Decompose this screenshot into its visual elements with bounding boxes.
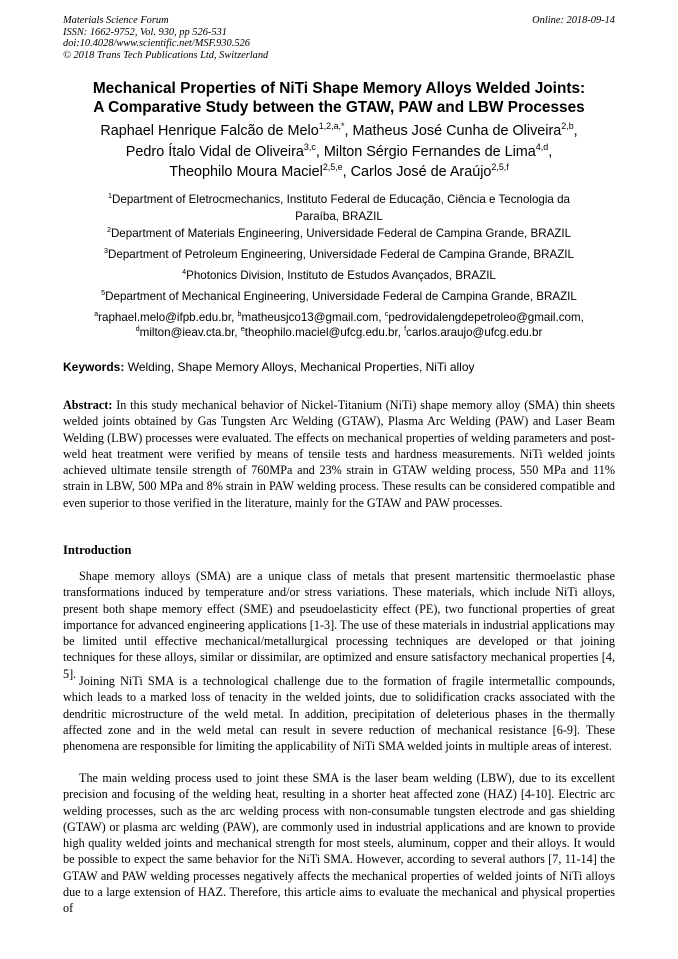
- journal-name: Materials Science Forum: [63, 15, 169, 26]
- affiliation-text: Department of Materials Engineering, Universidade Federal de Campina Grande, BRAZIL: [110, 227, 572, 240]
- author-name: Pedro Ítalo Vidal de Oliveira: [125, 143, 304, 160]
- email-link[interactable]: milton@ieav.cta.br: [139, 326, 235, 339]
- email-line-2: $^d$milton@ieav.cta.br, $^e$theophilo.maciel@ufcg.edu.br, $^f$carlos.araujo@ufcg.edu.br: [135, 324, 543, 339]
- author-name: Matheus José Cunha de Oliveira: [352, 123, 562, 139]
- journal-header: [63, 15, 615, 61]
- email-letter: a: [94, 309, 99, 319]
- affiliation-2: [72, 225, 606, 242]
- title-line-1: Mechanical Properties of NiTi Shape Memory Alloys Welded Joints:: [92, 80, 586, 97]
- keywords-text: Welding, Shape Memory Alloys, Mechanical Properties, NiTi alloy: [127, 360, 475, 374]
- author-sup: 1,2,a,*: [318, 121, 345, 132]
- email-link[interactable]: matheusjco13@gmail.com: [241, 311, 379, 324]
- title-line-2: A Comparative Study between the GTAW, PAW and LBW Processes: [93, 98, 585, 116]
- online-date: Online: 2018-09-14: [532, 15, 615, 26]
- author-line-3: Theophilo Moura Maciel$^{2,5,e}$, Carlos José de Araújo$^{2,5,f}$: [169, 162, 509, 180]
- affiliation-text-cont: Paraíba, BRAZIL: [295, 210, 383, 223]
- affiliation-text: Department of Mechanical Engineering, Universidade Federal de Campina Grande, BRAZIL: [105, 290, 577, 303]
- email-link[interactable]: raphael.melo@ifpb.edu.br: [98, 311, 232, 324]
- abstract: [63, 397, 615, 511]
- author-sup: 2,5,f: [491, 162, 509, 173]
- email-letter: e: [240, 324, 245, 334]
- author-name: Raphael Henrique Falcão de Melo: [100, 123, 319, 139]
- intro-paragraph-2: Joining NiTi SMA is a technological challenge due to the formation of fragile intermetallic compounds, which leads to a marked loss of tenacity in the welded joints, due to solidification cracks associated with the dendritic microstructure of the weld metal. In addition, precipitation of deleterious phases in the thermally affected zone and in the weld metal can result in severe reduction of mechanical resistance [6-9]. These phenomena are responsible for limiting the applicability of NiTi SMA welded joints in multiple areas of interest.: [63, 674, 615, 753]
- affiliation-number: 1: [108, 191, 112, 201]
- issn-line: ISSN: 1662-9752, Vol. 930, pp 526-531: [63, 26, 227, 38]
- author-name: Milton Sérgio Fernandes de Lima: [323, 143, 536, 160]
- email-link[interactable]: theophilo.maciel@ufcg.edu.br: [244, 326, 398, 339]
- email-letter: c: [384, 309, 389, 319]
- email-letter: b: [237, 309, 242, 319]
- author-list: [40, 121, 638, 183]
- affiliation-number: 4: [182, 267, 187, 277]
- affiliation-number: 5: [101, 288, 106, 298]
- affiliation-1: [72, 191, 606, 225]
- abstract-label: Abstract:: [63, 398, 113, 412]
- author-line-1: Raphael Henrique Falcão de Melo$^{1,2,a,*}$, Matheus José Cunha de Oliveira$^{2,b}$,: [100, 121, 578, 139]
- affiliation-number: 3: [104, 246, 109, 256]
- author-sup: 2,b: [561, 121, 574, 132]
- author-sup: 2,5,e: [322, 162, 343, 173]
- affiliation-text: Department of Petroleum Engineering, Universidade Federal de Campina Grande, BRAZIL: [108, 248, 574, 261]
- email-link[interactable]: carlos.araujo@ufcg.edu.br: [406, 326, 543, 339]
- introduction-heading: Introduction: [63, 543, 132, 557]
- email-letter: f: [404, 324, 407, 334]
- email-line-1: $^a$raphael.melo@ifpb.edu.br, $^b$matheusjco13@gmail.com, $^c$pedrovidalengdepetroleo@gmail.com,: [94, 309, 584, 324]
- affiliation-number: 2: [106, 225, 111, 235]
- author-line-2: Pedro Ítalo Vidal de Oliveira$^{3,c}$, Milton Sérgio Fernandes de Lima$^{4,d}$,: [125, 141, 553, 160]
- doi-line: doi:10.4028/www.scientific.net/MSF.930.526: [63, 38, 250, 50]
- intro-paragraph-1: Shape memory alloys (SMA) are a unique class of metals that present martensitic thermoelastic phase transformations induced by temperature and/or stress variations. These materials, which include NiTi alloys, present both shape memory effect (SME) and pseudoelasticity effect (PE), two functional properties of great importance for advanced engineering applications [1-3]. The use of these materials in industrial applications may be limited until effective mechanical/metallurgical processing techniques are developed or that joining techniques for these alloys, similar or dissimilar, are optimized and ensure satisfactory mechanical properties [4, 5].: [63, 569, 615, 681]
- author-sup: 4,d: [535, 141, 549, 152]
- paper-title: [40, 80, 638, 117]
- author-name: Theophilo Moura Maciel: [169, 164, 323, 180]
- author-name: Carlos José de Araújo: [350, 164, 492, 180]
- intro-paragraph-3: The main welding process used to joint these SMA is the laser beam welding (LBW), due to its excellent precision and focusing of the welding heat, resulting in a shorter heat affected zone (HAZ) [4-10]. Electric arc welding processes, such as the arc welding process with non-consumable tungsten electrode and gas shielding (GTAW) or plasma arc welding (PAW), are commonly used in industrial applications and are known to provide high quality welded joints and mechanical strength for most steels, aluminum, copper and their alloys. It would be possible to expect the same behavior for the NiTi SMA. However, according to several authors [7, 11-14] the GTAW and PAW welding processes negatively affects the mechanical properties of welded joints of NiTi alloys due to a large extension of HAZ. Therefore, this article aims to evaluate the mechanical and physical properties of: [63, 771, 615, 915]
- keywords-label: Keywords:: [63, 360, 125, 374]
- email-letter: d: [135, 324, 140, 334]
- author-emails: [50, 310, 628, 340]
- email-link[interactable]: pedrovidalengdepetroleo@gmail.com: [388, 311, 581, 324]
- affiliation-text: Department of Eletrocmechanics, Instituto Federal de Educação, Ciência e Tecnologia da: [112, 193, 570, 206]
- author-sup: 3,c: [303, 141, 316, 152]
- affiliation-5: [72, 288, 606, 305]
- copyright-line: © 2018 Trans Tech Publications Ltd, Switzerland: [63, 49, 269, 61]
- affiliation-3: [72, 246, 606, 263]
- abstract-text: In this study mechanical behavior of Nickel-Titanium (NiTi) shape memory alloy (SMA) thin sheets welded joints obtained by Gas Tungsten Arc Welding (GTAW), Plasma Arc Welding (PAW) and Laser Beam Welding (LBW) processes were evaluated. The effects on mechanical properties of welding parameters and post-weld heat treatment were verified by means of tensile tests and hardness measurements. NiTi welded joints achieved ultimate tensile strength of 760MPa and 23% strain in GTAW welding process, 550 MPa and 11% strain in LBW, 500 MPa and 8% strain in PAW welding process. These results can be considered compatible and even superior to those verified in the literature, mainly for the GTAW and PAW processes.: [63, 398, 615, 510]
- affiliation-4: [72, 267, 606, 284]
- keywords: [63, 360, 615, 375]
- affiliation-text: Photonics Division, Instituto de Estudos Avançados, BRAZIL: [186, 269, 496, 282]
